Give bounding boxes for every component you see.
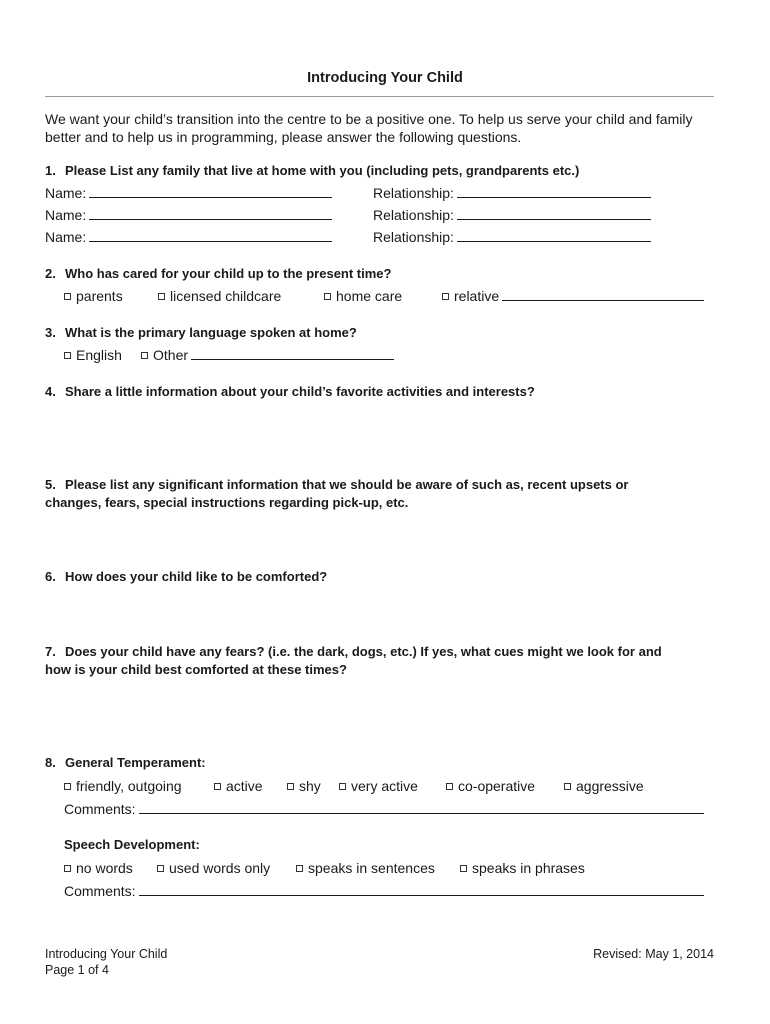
footer-revised-date: Revised: May 1, 2014 — [593, 947, 714, 961]
checkbox[interactable] — [324, 293, 331, 300]
question-number: 3. — [45, 325, 56, 340]
family-name-row-1 — [45, 185, 332, 201]
speech-comments-field[interactable] — [139, 885, 704, 896]
temperament-option-friendly[interactable] — [64, 778, 182, 794]
question-text-line-2: changes, fears, special instructions regarding pick-up, etc. — [45, 495, 409, 510]
speech-option-no-words[interactable] — [64, 860, 133, 876]
question-7-continued — [45, 662, 347, 677]
option-label: Other — [153, 347, 189, 363]
temperament-comments-field[interactable] — [139, 803, 704, 814]
temperament-option-aggressive[interactable] — [564, 778, 644, 794]
option-label: used words only — [169, 860, 271, 876]
checkbox[interactable] — [214, 783, 221, 790]
question-5-continued — [45, 495, 408, 510]
option-label: friendly, outgoing — [76, 778, 182, 794]
page-title: Introducing Your Child — [307, 70, 463, 86]
family-relationship-row-1 — [373, 185, 651, 201]
checkbox[interactable] — [564, 783, 571, 790]
question-text-line-2: how is your child best comforted at these times? — [45, 662, 347, 677]
option-label: home care — [336, 288, 403, 304]
question-number: 4. — [45, 384, 56, 399]
option-label: English — [76, 347, 122, 363]
question-text-line-1: Does your child have any fears? (i.e. the dark, dogs, etc.) If yes, what cues might we look for and — [65, 644, 662, 659]
option-label: parents — [76, 288, 123, 304]
option-label: no words — [76, 860, 133, 876]
option-label: relative — [454, 288, 500, 304]
question-text: Please List any family that live at home with you (including pets, grandparents etc.) — [65, 163, 580, 178]
question-number: 8. — [45, 755, 56, 770]
question-number: 1. — [45, 163, 56, 178]
language-option-other[interactable] — [141, 347, 394, 363]
question-number: 7. — [45, 644, 56, 659]
footer-page-number: Page 1 of 4 — [45, 963, 109, 977]
option-label: licensed childcare — [170, 288, 282, 304]
checkbox[interactable] — [287, 783, 294, 790]
name-field-1[interactable] — [89, 187, 332, 198]
question-6 — [45, 569, 327, 584]
checkbox[interactable] — [64, 865, 71, 872]
speech-option-speaks-in-sentences[interactable] — [296, 860, 435, 876]
checkbox[interactable] — [339, 783, 346, 790]
name-field-2[interactable] — [89, 209, 332, 220]
checkbox[interactable] — [64, 352, 71, 359]
question-8 — [45, 755, 206, 770]
family-name-row-3 — [45, 229, 332, 245]
question-text: Share a little information about your child’s favorite activities and interests? — [65, 384, 535, 399]
question-number: 2. — [45, 266, 56, 281]
checkbox[interactable] — [446, 783, 453, 790]
question-number: 5. — [45, 477, 56, 492]
relationship-label: Relationship: — [373, 185, 454, 201]
comments-label: Comments: — [64, 801, 136, 817]
question-4 — [45, 384, 535, 399]
question-number: 6. — [45, 569, 56, 584]
option-label: shy — [299, 778, 321, 794]
family-relationship-row-2 — [373, 207, 651, 223]
question-text: How does your child like to be comforted? — [65, 569, 328, 584]
checkbox[interactable] — [442, 293, 449, 300]
caregiver-option-relative[interactable] — [442, 288, 704, 304]
intro-paragraph: We want your child’s transition into the centre to be a positive one. To help us serve your child and family better and to help us in programming, please answer the following questions. — [45, 111, 693, 145]
family-relationship-row-3 — [373, 229, 651, 245]
other-language-field[interactable] — [191, 349, 394, 360]
language-option-english[interactable] — [64, 347, 122, 363]
speech-option-used-words-only[interactable] — [157, 860, 270, 876]
name-field-3[interactable] — [89, 231, 332, 242]
caregiver-option-parents[interactable] — [64, 288, 123, 304]
temperament-comments-row — [64, 801, 704, 817]
speech-option-speaks-in-phrases[interactable] — [460, 860, 585, 876]
question-text: Who has cared for your child up to the present time? — [65, 266, 392, 281]
name-label: Name: — [45, 207, 87, 223]
option-label: speaks in phrases — [472, 860, 585, 876]
checkbox[interactable] — [64, 293, 71, 300]
title-divider — [45, 96, 714, 97]
relative-field[interactable] — [502, 290, 704, 301]
question-text: General Temperament: — [65, 755, 206, 770]
checkbox[interactable] — [296, 865, 303, 872]
option-label: very active — [351, 778, 418, 794]
speech-comments-row — [64, 883, 704, 899]
family-name-row-2 — [45, 207, 332, 223]
speech-development-heading: Speech Development: — [64, 837, 200, 852]
relationship-field-3[interactable] — [457, 231, 651, 242]
option-label: speaks in sentences — [308, 860, 435, 876]
checkbox[interactable] — [157, 865, 164, 872]
question-7 — [45, 644, 662, 659]
question-3 — [45, 325, 357, 340]
question-1 — [45, 163, 579, 178]
relationship-field-1[interactable] — [457, 187, 651, 198]
option-label: aggressive — [576, 778, 644, 794]
relationship-field-2[interactable] — [457, 209, 651, 220]
relationship-label: Relationship: — [373, 207, 454, 223]
temperament-option-very-active[interactable] — [339, 778, 418, 794]
option-label: co-operative — [458, 778, 536, 794]
temperament-option-co-operative[interactable] — [446, 778, 535, 794]
checkbox[interactable] — [64, 783, 71, 790]
checkbox[interactable] — [158, 293, 165, 300]
name-label: Name: — [45, 229, 87, 245]
option-label: active — [226, 778, 263, 794]
question-2 — [45, 266, 391, 281]
question-5 — [45, 477, 628, 492]
caregiver-option-licensed-childcare[interactable] — [158, 288, 281, 304]
name-label: Name: — [45, 185, 87, 201]
footer-document-title: Introducing Your Child — [45, 947, 168, 961]
comments-label: Comments: — [64, 883, 136, 899]
checkbox[interactable] — [141, 352, 148, 359]
caregiver-option-home-care[interactable] — [324, 288, 402, 304]
relationship-label: Relationship: — [373, 229, 454, 245]
checkbox[interactable] — [460, 865, 467, 872]
temperament-option-active[interactable] — [214, 778, 263, 794]
question-text-line-1: Please list any significant information that we should be aware of such as, recent upsets or — [65, 477, 629, 492]
temperament-option-shy[interactable] — [287, 778, 321, 794]
question-text: What is the primary language spoken at home? — [65, 325, 357, 340]
